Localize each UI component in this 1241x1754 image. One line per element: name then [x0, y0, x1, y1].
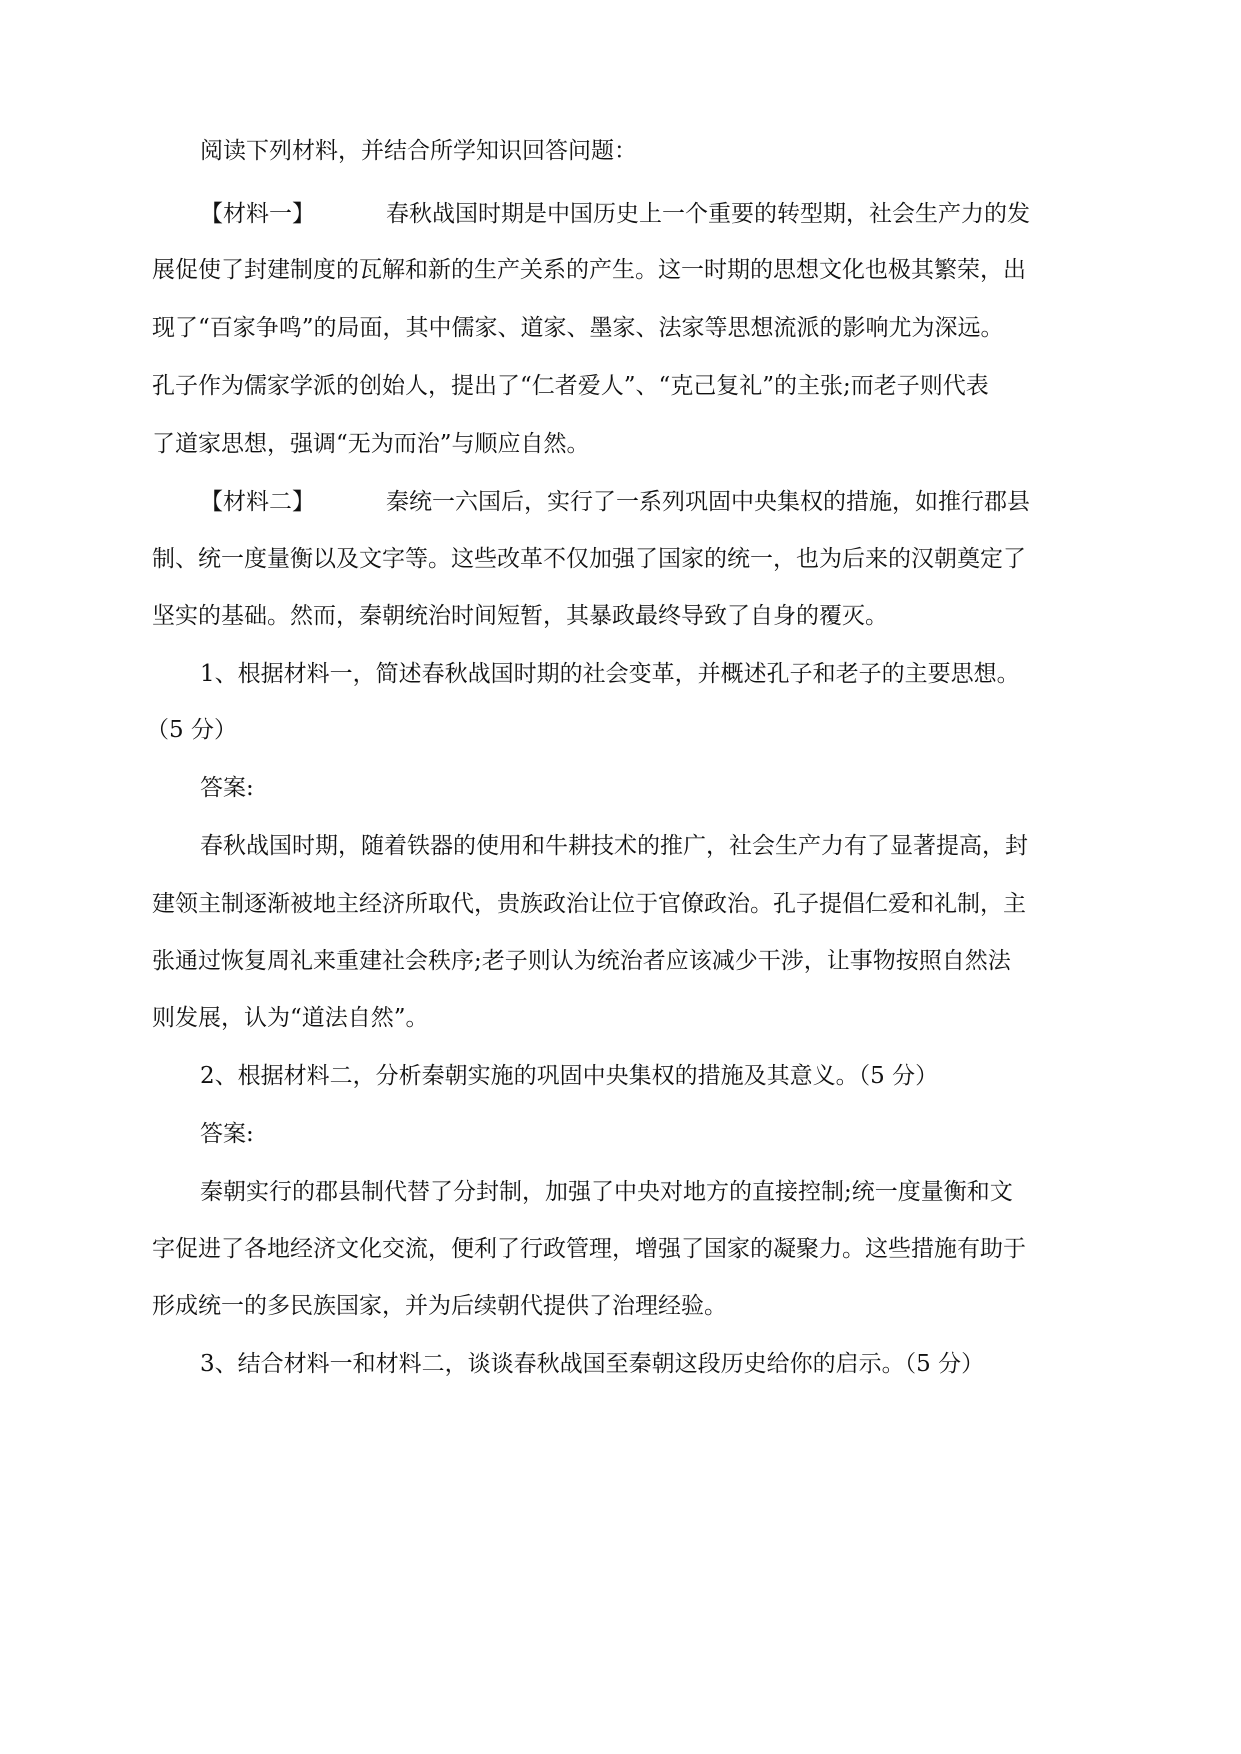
question-3-text: 3、结合材料一和材料二，谈谈春秋战国至秦朝这段历史给你的启示。（5 分） [200, 1351, 985, 1377]
question-1-answer-line: 春秋战国时期，随着铁器的使用和牛耕技术的推广，社会生产力有了显著提高，封 [200, 833, 1028, 859]
question-2-answer-line: 形成统一的多民族国家，并为后续朝代提供了治理经验。 [152, 1293, 727, 1319]
material-2-text-line: 秦统一六国后，实行了一系列巩固中央集权的措施，如推行郡县 [386, 489, 1030, 515]
intro-instruction: 阅读下列材料，并结合所学知识回答问题： [200, 138, 637, 164]
material-2-text-line: 制、统一度量衡以及文字等。这些改革不仅加强了国家的统一，也为后来的汉朝奠定了 [152, 546, 1026, 572]
question-1-text: 1、根据材料一，简述春秋战国时期的社会变革，并概述孔子和老子的主要思想。 [200, 661, 1020, 687]
question-1-answer-line: 建领主制逐渐被地主经济所取代，贵族政治让位于官僚政治。孔子提倡仁爱和礼制，主 [152, 891, 1026, 917]
question-1-answer-line: 张通过恢复周礼来重建社会秩序;老子则认为统治者应该减少干涉，让事物按照自然法 [152, 948, 1011, 974]
question-2-text: 2、根据材料二，分析秦朝实施的巩固中央集权的措施及其意义。（5 分） [200, 1063, 939, 1089]
question-1-answer-label: 答案: [200, 775, 254, 801]
question-1-points: （5 分） [146, 717, 237, 743]
question-2-answer-line: 字促进了各地经济文化交流，便利了行政管理，增强了国家的凝聚力。这些措施有助于 [152, 1236, 1026, 1262]
question-1-answer-line: 则发展，认为“道法自然”。 [152, 1005, 429, 1031]
material-1-text-line: 春秋战国时期是中国历史上一个重要的转型期，社会生产力的发 [386, 201, 1030, 227]
question-2-answer-label: 答案: [200, 1121, 254, 1147]
material-1-first-line [0, 198, 1241, 230]
material-2-label: 【材料二】 [200, 489, 315, 515]
question-2-answer-line: 秦朝实行的郡县制代替了分封制，加强了中央对地方的直接控制;统一度量衡和文 [200, 1179, 1013, 1205]
material-1-text-line: 孔子作为儒家学派的创始人，提出了“仁者爱人”、“克己复礼”的主张;而老子则代表 [152, 373, 989, 399]
material-1-text-line: 了道家思想，强调“无为而治”与顺应自然。 [152, 431, 590, 457]
material-1-label: 【材料一】 [200, 201, 315, 227]
material-2-first-line [0, 486, 1241, 518]
material-1-text-line: 现了“百家争鸣”的局面，其中儒家、道家、墨家、法家等思想流派的影响尤为深远。 [152, 315, 1004, 341]
material-2-text-line: 坚实的基础。然而，秦朝统治时间短暂，其暴政最终导致了自身的覆灭。 [152, 603, 888, 629]
material-1-text-line: 展促使了封建制度的瓦解和新的生产关系的产生。这一时期的思想文化也极其繁荣，出 [152, 257, 1026, 283]
